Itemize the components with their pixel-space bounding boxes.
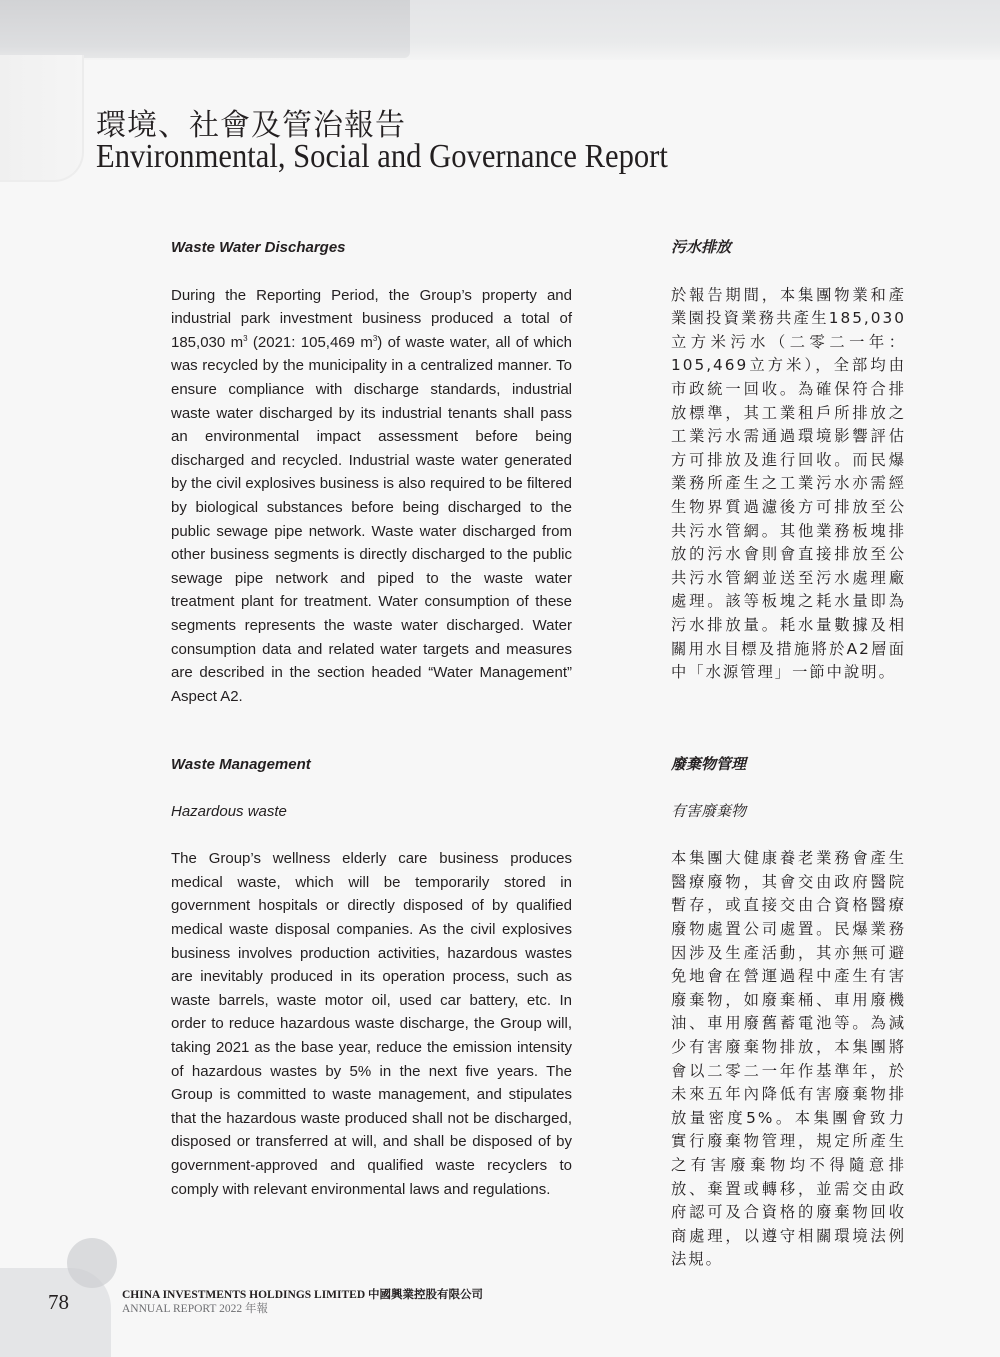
section-heading-waste-water: Waste Water Discharges (171, 239, 346, 256)
corner-decoration (0, 55, 84, 182)
footer-report-name: ANNUAL REPORT 2022 年報 (122, 1303, 268, 1315)
header-decoration (0, 0, 410, 58)
subheading-hazardous-waste-zh: 有害廢棄物 (671, 801, 747, 820)
paragraph-text: ) of waste water, all of which was recycled by the municipality in a centralized manner. To ensure compliance with discharge standards, industrial waste water discharged by its industrial tenants shall pass an environmental impact assessment before being discharged and recycled. Industrial waste water generated by the civil explosives business is also required to be filtered by biological substances before being discharged to the public sewage pipe network. Waste water discharged from other business segments is directly discharged to the public sewage pipe network and piped to the waste water treatment plant for treatment. Water consumption of these segments represents the waste water discharged. Water consumption data and related water targets and measures are described in the section headed “Water Management” Aspect A2. (171, 333, 572, 705)
page-title-english: Environmental, Social and Governance Report (96, 138, 668, 175)
superscript: 3 (372, 333, 378, 343)
section-heading-waste-management: Waste Management (171, 756, 311, 773)
hazardous-waste-paragraph: The Group’s wellness elderly care business produces medical waste, which will be temporarily stored in government hospitals or directly disposed of by qualified medical waste disposal companies. As the civil explosives business involves production activities, hazardous wastes are inevitably produced in its operation process, such as waste barrels, waste motor oil, used car battery, etc. In order to reduce hazardous waste discharge, the Group will, taking 2021 as the base year, reduce the emission intensity of hazardous wastes by 5% in the next five years. The Group is committed to waste management, and stipulates that the hazardous waste produced shall not be discharged, disposed or transferred at will, and shall be disposed of by government-approved and qualified waste recyclers to comply with relevant environmental laws and regulations. (171, 850, 572, 1198)
subheading-hazardous-waste: Hazardous waste (171, 802, 287, 820)
paragraph-text: (2021: 105,469 m (247, 333, 373, 351)
hazardous-waste-paragraph-zh: 本集團大健康養老業務會產生醫療廢物，其會交由政府醫院暫存，或直接交由合資格醫療廢物處置公司處置。民爆業務因涉及生產活動，其亦無可避免地會在營運過程中產生有害廢棄物，如廢棄桶、車用廢機油、車用廢舊蓄電池等。為減少有害廢棄物排放，本集團將會以二零二一年作基準年，於未來五年內降低有害廢棄物排放量密度5%。本集團會致力實行廢棄物管理，規定所產生之有害廢棄物均不得隨意排放、棄置或轉移，並需交由政府認可及合資格的廢棄物回收商處理，以遵守相關環境法例法規。 (671, 849, 906, 1269)
english-waste-management-section (171, 753, 572, 1201)
page-number: 78 (48, 1290, 69, 1314)
english-waste-water-section (171, 236, 572, 708)
footer-circle-decoration (67, 1238, 117, 1288)
section-heading-waste-management-zh: 廢棄物管理 (671, 755, 747, 773)
chinese-waste-management-section (671, 753, 906, 1272)
section-heading-waste-water-zh: 污水排放 (671, 238, 732, 256)
waste-water-paragraph-zh: 於報告期間，本集團物業和產業園投資業務共產生185,030立方米污水（二零二一年：105,469立方米），全部均由市政統一回收。為確保符合排放標準，其工業租戶所排放之工業污水需通過環境影響評估方可排放及進行回收。而民爆業務所產生之工業污水亦需經生物界質過濾後方可排放至公共污水管網。其他業務板塊排放的污水會則會直接排放至公共污水管網並送至污水處理廠處理。該等板塊之耗水量即為污水排放量。耗水量數據及相關用水目標及措施將於A2層面中「水源管理」一節中說明。 (671, 285, 906, 682)
chinese-waste-water-section (671, 236, 906, 685)
superscript: 3 (243, 333, 248, 343)
waste-water-paragraph (171, 284, 572, 709)
footer-company-name: CHINA INVESTMENTS HOLDINGS LIMITED 中國興業控股有限公司 (122, 1289, 484, 1301)
page-title-chinese: 環境、社會及管治報告 (96, 108, 406, 143)
paragraph-text: During the Reporting Period, the Group’s property and industrial park investment business produced a total of 185,030 m (171, 286, 572, 351)
